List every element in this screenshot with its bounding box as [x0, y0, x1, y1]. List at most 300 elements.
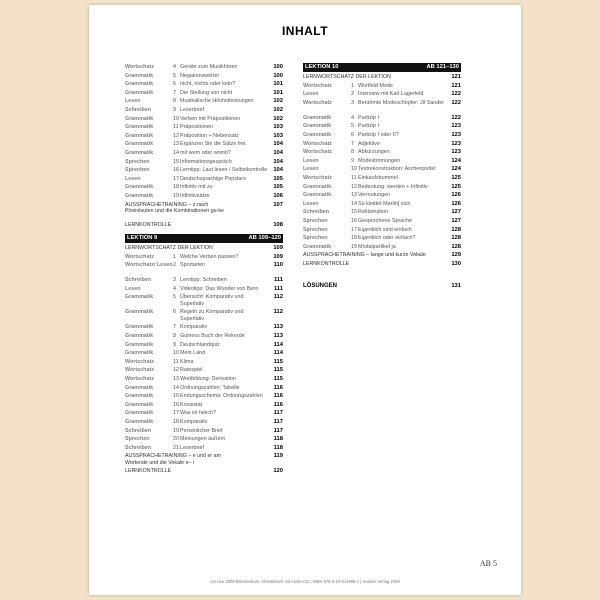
lektion-9-range: AB 109–120	[248, 235, 281, 242]
toc-exercise-number: 18	[173, 184, 179, 191]
toc-description: Was ist falsch?	[180, 410, 217, 417]
toc-exercise-number: 16	[351, 217, 357, 224]
toc-exercise-number: 7	[173, 324, 176, 331]
toc-row	[303, 191, 461, 200]
toc-page-number: 104	[273, 141, 283, 148]
toc-description: Geräte zum Musikhören	[180, 64, 238, 70]
toc-exercise-number: 8	[351, 149, 354, 156]
toc-page-number: 101	[273, 89, 283, 96]
page-title: INHALT	[281, 24, 329, 38]
toc-category: Grammatik	[125, 141, 154, 148]
toc-exercise-number: 12	[173, 367, 179, 374]
toc-section-label: LERNKONTROLLE	[303, 260, 350, 267]
toc-row	[125, 323, 283, 332]
document-page	[89, 5, 521, 595]
loesungen-entry	[303, 282, 461, 291]
lektion-10-header	[303, 63, 461, 72]
toc-description: Interview mit Karl Lagerfeld	[358, 91, 424, 98]
toc-row	[303, 140, 461, 149]
toc-row	[125, 409, 283, 418]
toc-page-number: 107	[273, 201, 283, 208]
toc-description: Modeströmungen	[358, 157, 400, 164]
toc-exercise-number: 14	[351, 200, 357, 207]
toc-page-number: 124	[451, 166, 461, 173]
toc-description: Sportarten	[180, 262, 206, 269]
toc-exercise-number: 19	[173, 427, 179, 434]
toc-description: Videotipp: Das Wunder von Bern	[180, 285, 259, 292]
toc-page-number: 117	[273, 410, 283, 417]
toc-description: Komparativ	[180, 324, 208, 331]
toc-page-number: 120	[273, 468, 283, 475]
toc-category: Sprechen	[125, 436, 150, 443]
toc-row	[125, 427, 283, 436]
toc-category: Grammatik	[125, 294, 154, 301]
toc-description: Konsistat	[180, 401, 203, 408]
toc-description: Die Stellung von nicht	[180, 89, 233, 96]
toc-page-number: 101	[273, 81, 283, 88]
toc-description: Textrekonstruktion: Aschenputtel	[358, 166, 436, 173]
toc-exercise-number: 10	[351, 166, 357, 173]
toc-row	[125, 341, 283, 350]
toc-row	[303, 82, 461, 91]
toc-category: Grammatik	[125, 72, 154, 79]
toc-page-number: 121	[451, 74, 461, 80]
toc-row	[125, 366, 283, 375]
toc-page-number: 125	[451, 174, 461, 181]
toc-row	[303, 90, 461, 99]
toc-row	[125, 63, 283, 72]
toc-page-number: 128	[451, 226, 461, 233]
toc-category: Schreiben	[125, 444, 152, 451]
toc-category: Wortschatz	[303, 149, 332, 156]
left-column	[125, 63, 283, 476]
toc-page-number: 100	[273, 72, 283, 79]
toc-description: Wortfeld Mode	[358, 82, 393, 89]
toc-description: Informationsgespräch	[180, 158, 232, 165]
toc-category: Sprechen	[303, 235, 328, 242]
toc-category: Schreiben	[303, 209, 330, 216]
toc-row	[303, 99, 461, 114]
toc-exercise-number: 2	[173, 262, 176, 269]
toc-section-label: AUSSPRACHETRAINING – lange und kurze Vokale	[303, 252, 426, 259]
toc-exercise-number: 8	[173, 98, 176, 105]
toc-page-number: 122	[451, 91, 461, 98]
toc-row	[303, 183, 461, 192]
toc-row	[125, 158, 283, 167]
toc-page-number: 113	[273, 324, 283, 331]
toc-category: Grammatik	[303, 114, 332, 121]
toc-category: Lesen	[125, 175, 141, 182]
toc-page-number: 126	[451, 192, 461, 199]
toc-exercise-number: 5	[173, 72, 176, 79]
toc-description: Klima	[180, 358, 194, 365]
toc-category: Sprechen	[303, 217, 328, 224]
toc-page-number: 102	[273, 115, 283, 122]
toc-exercise-number: 14	[173, 384, 179, 391]
toc-description: Welche Verben passen?	[180, 253, 239, 260]
toc-row	[303, 200, 461, 209]
toc-page-number: 109	[273, 245, 283, 252]
toc-row	[303, 174, 461, 183]
toc-row	[125, 401, 283, 410]
toc-exercise-number: 3	[173, 277, 176, 284]
toc-section-label: LERNWORTSCHATZ DER LEKTION	[303, 74, 391, 80]
toc-page-number: 128	[451, 235, 461, 242]
toc-row	[125, 358, 283, 367]
toc-exercise-number: 9	[173, 106, 176, 113]
toc-page-number: 115	[273, 367, 283, 374]
toc-row	[125, 308, 283, 323]
toc-description: Regeln zu Komparativ und Superlativ	[180, 309, 244, 323]
toc-page-number: 117	[273, 419, 283, 425]
toc-page-number: 105	[273, 184, 283, 191]
toc-page-number: 116	[273, 384, 283, 391]
toc-description: Ordnungszahlen: Tabelle	[180, 384, 240, 391]
toc-page-number: 125	[451, 183, 461, 190]
toc-row	[125, 332, 283, 341]
toc-category: Grammatik	[125, 341, 154, 348]
toc-exercise-number: 11	[173, 358, 179, 365]
toc-page-number: 102	[273, 98, 283, 105]
toc-exercise-number: 11	[351, 174, 357, 181]
lektion-9-header	[125, 234, 283, 243]
toc-page-number: 112	[273, 309, 283, 316]
toc-exercise-number: 4	[173, 285, 176, 292]
toc-exercise-number: 14	[173, 149, 179, 156]
lektion-10-range: AB 121–130	[426, 64, 459, 70]
toc-description: Sü kleidet Marlin] sich	[358, 200, 411, 207]
toc-exercise-number: 1	[351, 82, 354, 89]
toc-page-number: 104	[273, 158, 283, 165]
toc-description: Berühmte Modeschöpfer: Jil Sander	[358, 99, 444, 106]
toc-category: Grammatik	[125, 401, 154, 408]
toc-page-number: 114	[273, 341, 283, 348]
toc-category: Grammatik	[125, 184, 154, 191]
toc-description: Modalpartikel ja	[358, 243, 396, 250]
toc-exercise-number: 17	[351, 226, 357, 233]
toc-exercise-number: 20	[173, 436, 179, 443]
toc-category: Grammatik	[125, 350, 154, 357]
toc-exercise-number: 3	[351, 99, 354, 106]
toc-description: Ratespiel	[180, 367, 203, 374]
lektion-10-label: LEKTION 10	[305, 64, 339, 70]
toc-page-number: 115	[273, 358, 283, 365]
toc-page-number: 122	[451, 114, 461, 121]
toc-exercise-number: 17	[173, 410, 179, 417]
toc-row	[125, 293, 283, 308]
toc-exercise-number: 15	[351, 209, 357, 216]
toc-description: Leserbrief	[180, 106, 204, 113]
toc-description: Adjektive	[358, 140, 380, 147]
toc-row	[125, 97, 283, 106]
toc-row	[125, 276, 283, 285]
toc-page-number: 111	[273, 277, 283, 284]
toc-description: Wortbildung: Derivation	[180, 376, 236, 383]
toc-row	[125, 375, 283, 384]
toc-page-number: 123	[451, 140, 461, 147]
toc-description: Eigentlich sind einfach	[358, 226, 412, 233]
toc-row	[125, 467, 283, 476]
toc-category: Sprechen	[125, 158, 150, 165]
toc-section-label: AUSSPRACHETRAINING – z.nach Plosivlauten und die Kombinationen gu-ke	[125, 201, 224, 215]
toc-category: Lesen	[303, 91, 319, 98]
toc-exercise-number: 16	[173, 401, 179, 408]
lektion-9-label: LEKTION 9	[127, 235, 158, 242]
toc-page-number: 128	[451, 243, 461, 250]
toc-row	[303, 165, 461, 174]
toc-row	[125, 349, 283, 358]
toc-page-number: 103	[273, 132, 283, 139]
toc-category: Lesen	[125, 285, 141, 292]
toc-exercise-number: 17	[173, 175, 179, 182]
toc-description: Reklamation	[358, 209, 388, 216]
toc-page-number: 110	[273, 262, 283, 269]
toc-page-number: 118	[273, 444, 283, 451]
toc-page-number: 123	[451, 123, 461, 130]
toc-exercise-number: 10	[173, 115, 179, 122]
toc-page-number: 104	[273, 149, 283, 156]
toc-row	[125, 166, 283, 175]
toc-section-label: AUSSPRACHETRAINING – e und er am Wortende und die Vokale e– i	[125, 453, 221, 467]
toc-page-number: 127	[451, 209, 461, 216]
toc-row	[303, 114, 461, 123]
toc-category: Grammatik	[303, 192, 332, 199]
toc-exercise-number: 12	[351, 183, 357, 190]
toc-description: Partizip I oder II?	[358, 131, 399, 138]
toc-category: Schreiben	[125, 106, 152, 113]
toc-page-number: 105	[273, 175, 283, 182]
toc-page-number: 126	[451, 200, 461, 207]
toc-category: Wortschatz	[303, 99, 332, 106]
toc-exercise-number: 18	[351, 235, 357, 242]
toc-category: Sprechen	[303, 226, 328, 233]
toc-page-number: 100	[273, 64, 283, 70]
toc-description: Infinitivsätze	[180, 192, 210, 199]
toc-row	[125, 285, 283, 294]
toc-exercise-number: 15	[173, 158, 179, 165]
toc-description: Abkürzungen	[358, 149, 390, 156]
footer-imprint: em neu 2008 Brückenkurs. Arbeitsbuch mit Audio-CD | ISBN 978-3-19-511696-1 | Hueber Verlag 2008	[210, 579, 400, 584]
toc-exercise-number: 16	[173, 167, 179, 174]
toc-page-number: 117	[273, 427, 283, 434]
toc-description: Präposition + Nebensatz	[180, 132, 239, 139]
toc-category: Grammatik	[303, 123, 332, 130]
toc-exercise-number: 2	[351, 91, 354, 98]
toc-category: Wortschatz	[303, 140, 332, 147]
toc-row	[303, 208, 461, 217]
toc-row	[303, 234, 461, 243]
toc-row	[303, 217, 461, 226]
toc-row	[303, 131, 461, 140]
toc-exercise-number: 4	[351, 114, 354, 121]
toc-page-number: 115	[273, 376, 283, 383]
toc-row	[125, 452, 283, 467]
toc-description: Mein Land	[180, 350, 206, 357]
toc-row	[125, 384, 283, 393]
toc-category: Grammatik	[125, 124, 154, 131]
toc-page-number: 119	[273, 453, 283, 460]
toc-row	[303, 260, 461, 269]
toc-page-number: 122	[451, 99, 461, 106]
toc-exercise-number: 6	[351, 131, 354, 138]
toc-description: Meinungen äußern	[180, 436, 226, 443]
toc-category: Grammatik	[125, 393, 154, 400]
toc-description: Präpositionen	[180, 124, 213, 131]
toc-row	[303, 148, 461, 157]
toc-description: Bedeutung: werden + Infinitiv	[358, 183, 428, 190]
toc-row	[125, 123, 283, 132]
toc-exercise-number: 8	[173, 333, 176, 340]
left-toc-list	[125, 63, 283, 229]
toc-exercise-number: 6	[173, 309, 176, 316]
toc-exercise-number: 15	[173, 393, 179, 400]
toc-category: Lesen	[303, 166, 319, 173]
toc-category: Wortschatz	[303, 82, 332, 89]
toc-row	[125, 132, 283, 141]
toc-description: Endungsschema: Ordnungszahlen	[180, 393, 263, 400]
toc-page-number: 118	[273, 436, 283, 443]
toc-row	[303, 243, 461, 252]
toc-category: Sprechen	[125, 167, 150, 174]
lektion-9-toc-list	[125, 244, 283, 476]
toc-row	[303, 73, 461, 82]
toc-description: Infinitiv mit zu	[180, 184, 213, 191]
toc-section-label: LERNWORTSCHATZ DER LEKTION	[125, 245, 213, 252]
toc-exercise-number: 19	[173, 192, 179, 199]
toc-row	[303, 157, 461, 166]
toc-row	[125, 115, 283, 124]
toc-row	[125, 80, 283, 89]
toc-page-number: 111	[273, 285, 283, 292]
toc-description: Gesprochene Sprache	[358, 217, 412, 224]
toc-category: Grammatik	[125, 192, 154, 199]
loesungen-label: LÖSUNGEN	[303, 283, 338, 290]
toc-exercise-number: 1	[173, 253, 176, 260]
toc-exercise-number: 12	[173, 132, 179, 139]
toc-page-number: 116	[273, 401, 283, 408]
toc-category: Wortschatz	[125, 64, 154, 70]
toc-row	[125, 435, 283, 444]
toc-description: mit wem oder womit?	[180, 149, 231, 156]
toc-category: Grammatik	[303, 131, 332, 138]
toc-row	[125, 140, 283, 149]
toc-category: Lesen	[125, 98, 141, 105]
toc-category: Grammatik	[125, 410, 154, 417]
toc-description: Partizip I	[358, 123, 379, 130]
toc-description: Komparativ	[180, 419, 208, 425]
toc-category: Grammatik	[125, 115, 154, 122]
toc-category: Grammatik	[125, 81, 154, 88]
toc-page-number: 116	[273, 393, 283, 400]
loesungen-page: 131	[451, 283, 461, 290]
toc-page-number: 123	[451, 131, 461, 138]
toc-category: Grammatik	[125, 419, 154, 425]
toc-page-number: 102	[273, 106, 283, 113]
toc-row	[125, 261, 283, 276]
toc-exercise-number: 13	[173, 141, 179, 148]
toc-row	[125, 72, 283, 81]
toc-row	[125, 253, 283, 262]
toc-page-number: 127	[451, 217, 461, 224]
toc-category: Grammatik	[125, 149, 154, 156]
toc-exercise-number: 5	[173, 294, 176, 301]
toc-row	[125, 149, 283, 158]
toc-category: Wortschatz	[125, 253, 154, 260]
toc-exercise-number: 4	[173, 64, 176, 70]
toc-page-number: 108	[273, 221, 283, 228]
toc-row	[125, 175, 283, 184]
toc-exercise-number: 6	[173, 81, 176, 88]
toc-row	[125, 192, 283, 201]
toc-exercise-number: 13	[173, 376, 179, 383]
toc-category: Grammatik	[125, 89, 154, 96]
toc-category: Wortschatz/ Lesen	[125, 262, 173, 269]
toc-page-number: 130	[451, 260, 461, 267]
toc-page-number: 112	[273, 294, 283, 301]
toc-exercise-number: 7	[351, 140, 354, 147]
toc-category: Grammatik	[125, 333, 154, 340]
toc-exercise-number: 9	[173, 341, 176, 348]
toc-category: Wortschatz	[125, 358, 154, 365]
toc-description: Eigentlich oder einfach?	[358, 235, 416, 242]
toc-category: Grammatik	[125, 309, 154, 316]
toc-description: Partizip I	[358, 114, 379, 121]
toc-row	[125, 418, 283, 427]
toc-exercise-number: 10	[173, 350, 179, 357]
toc-row	[125, 392, 283, 401]
toc-category: Grammatik	[303, 183, 332, 190]
toc-page-number: 106	[273, 192, 283, 199]
toc-exercise-number: 21	[173, 444, 179, 451]
toc-description: Verben mit Präpositionen	[180, 115, 241, 122]
toc-page-number: 124	[451, 157, 461, 164]
toc-exercise-number: 9	[351, 157, 354, 164]
toc-category: Grammatik	[125, 384, 154, 391]
toc-description: Lerntipp: Laut lesen / Selbstkontrolle	[180, 167, 268, 174]
toc-category: Wortschatz	[303, 174, 332, 181]
toc-row	[125, 444, 283, 453]
toc-category: Schreiben	[125, 427, 152, 434]
toc-category: Wortschatz	[125, 376, 154, 383]
toc-category: Wortschatz	[125, 367, 154, 374]
toc-description: Deutschlandquiz	[180, 341, 220, 348]
toc-section-label: LERNKONTROLLE	[125, 468, 172, 475]
toc-description: Negationswörter	[180, 72, 220, 79]
toc-row	[125, 221, 283, 230]
toc-row	[125, 201, 283, 216]
toc-description: Musikalische Höchstleistungen	[180, 98, 254, 105]
toc-description: Vermutungen	[358, 192, 391, 199]
toc-page-number: 129	[451, 252, 461, 259]
right-column	[303, 63, 461, 291]
toc-description: Ergänzen Sie die Sätze frei.	[180, 141, 247, 148]
toc-description: nicht, nichts oder kein?	[180, 81, 236, 88]
page-number: AB 5	[479, 559, 497, 568]
toc-page-number: 103	[273, 124, 283, 131]
toc-row	[125, 244, 283, 253]
toc-row	[303, 226, 461, 235]
toc-exercise-number: 7	[173, 89, 176, 96]
toc-exercise-number: 18	[173, 419, 179, 425]
toc-exercise-number: 13	[351, 192, 357, 199]
toc-page-number: 109	[273, 253, 283, 260]
toc-category: Lesen	[303, 157, 319, 164]
toc-row	[303, 122, 461, 131]
toc-exercise-number: 19	[351, 243, 357, 250]
toc-row	[125, 183, 283, 192]
toc-category: Grammatik	[303, 243, 332, 250]
toc-description: Lerntipp: Schreiben	[180, 277, 227, 284]
